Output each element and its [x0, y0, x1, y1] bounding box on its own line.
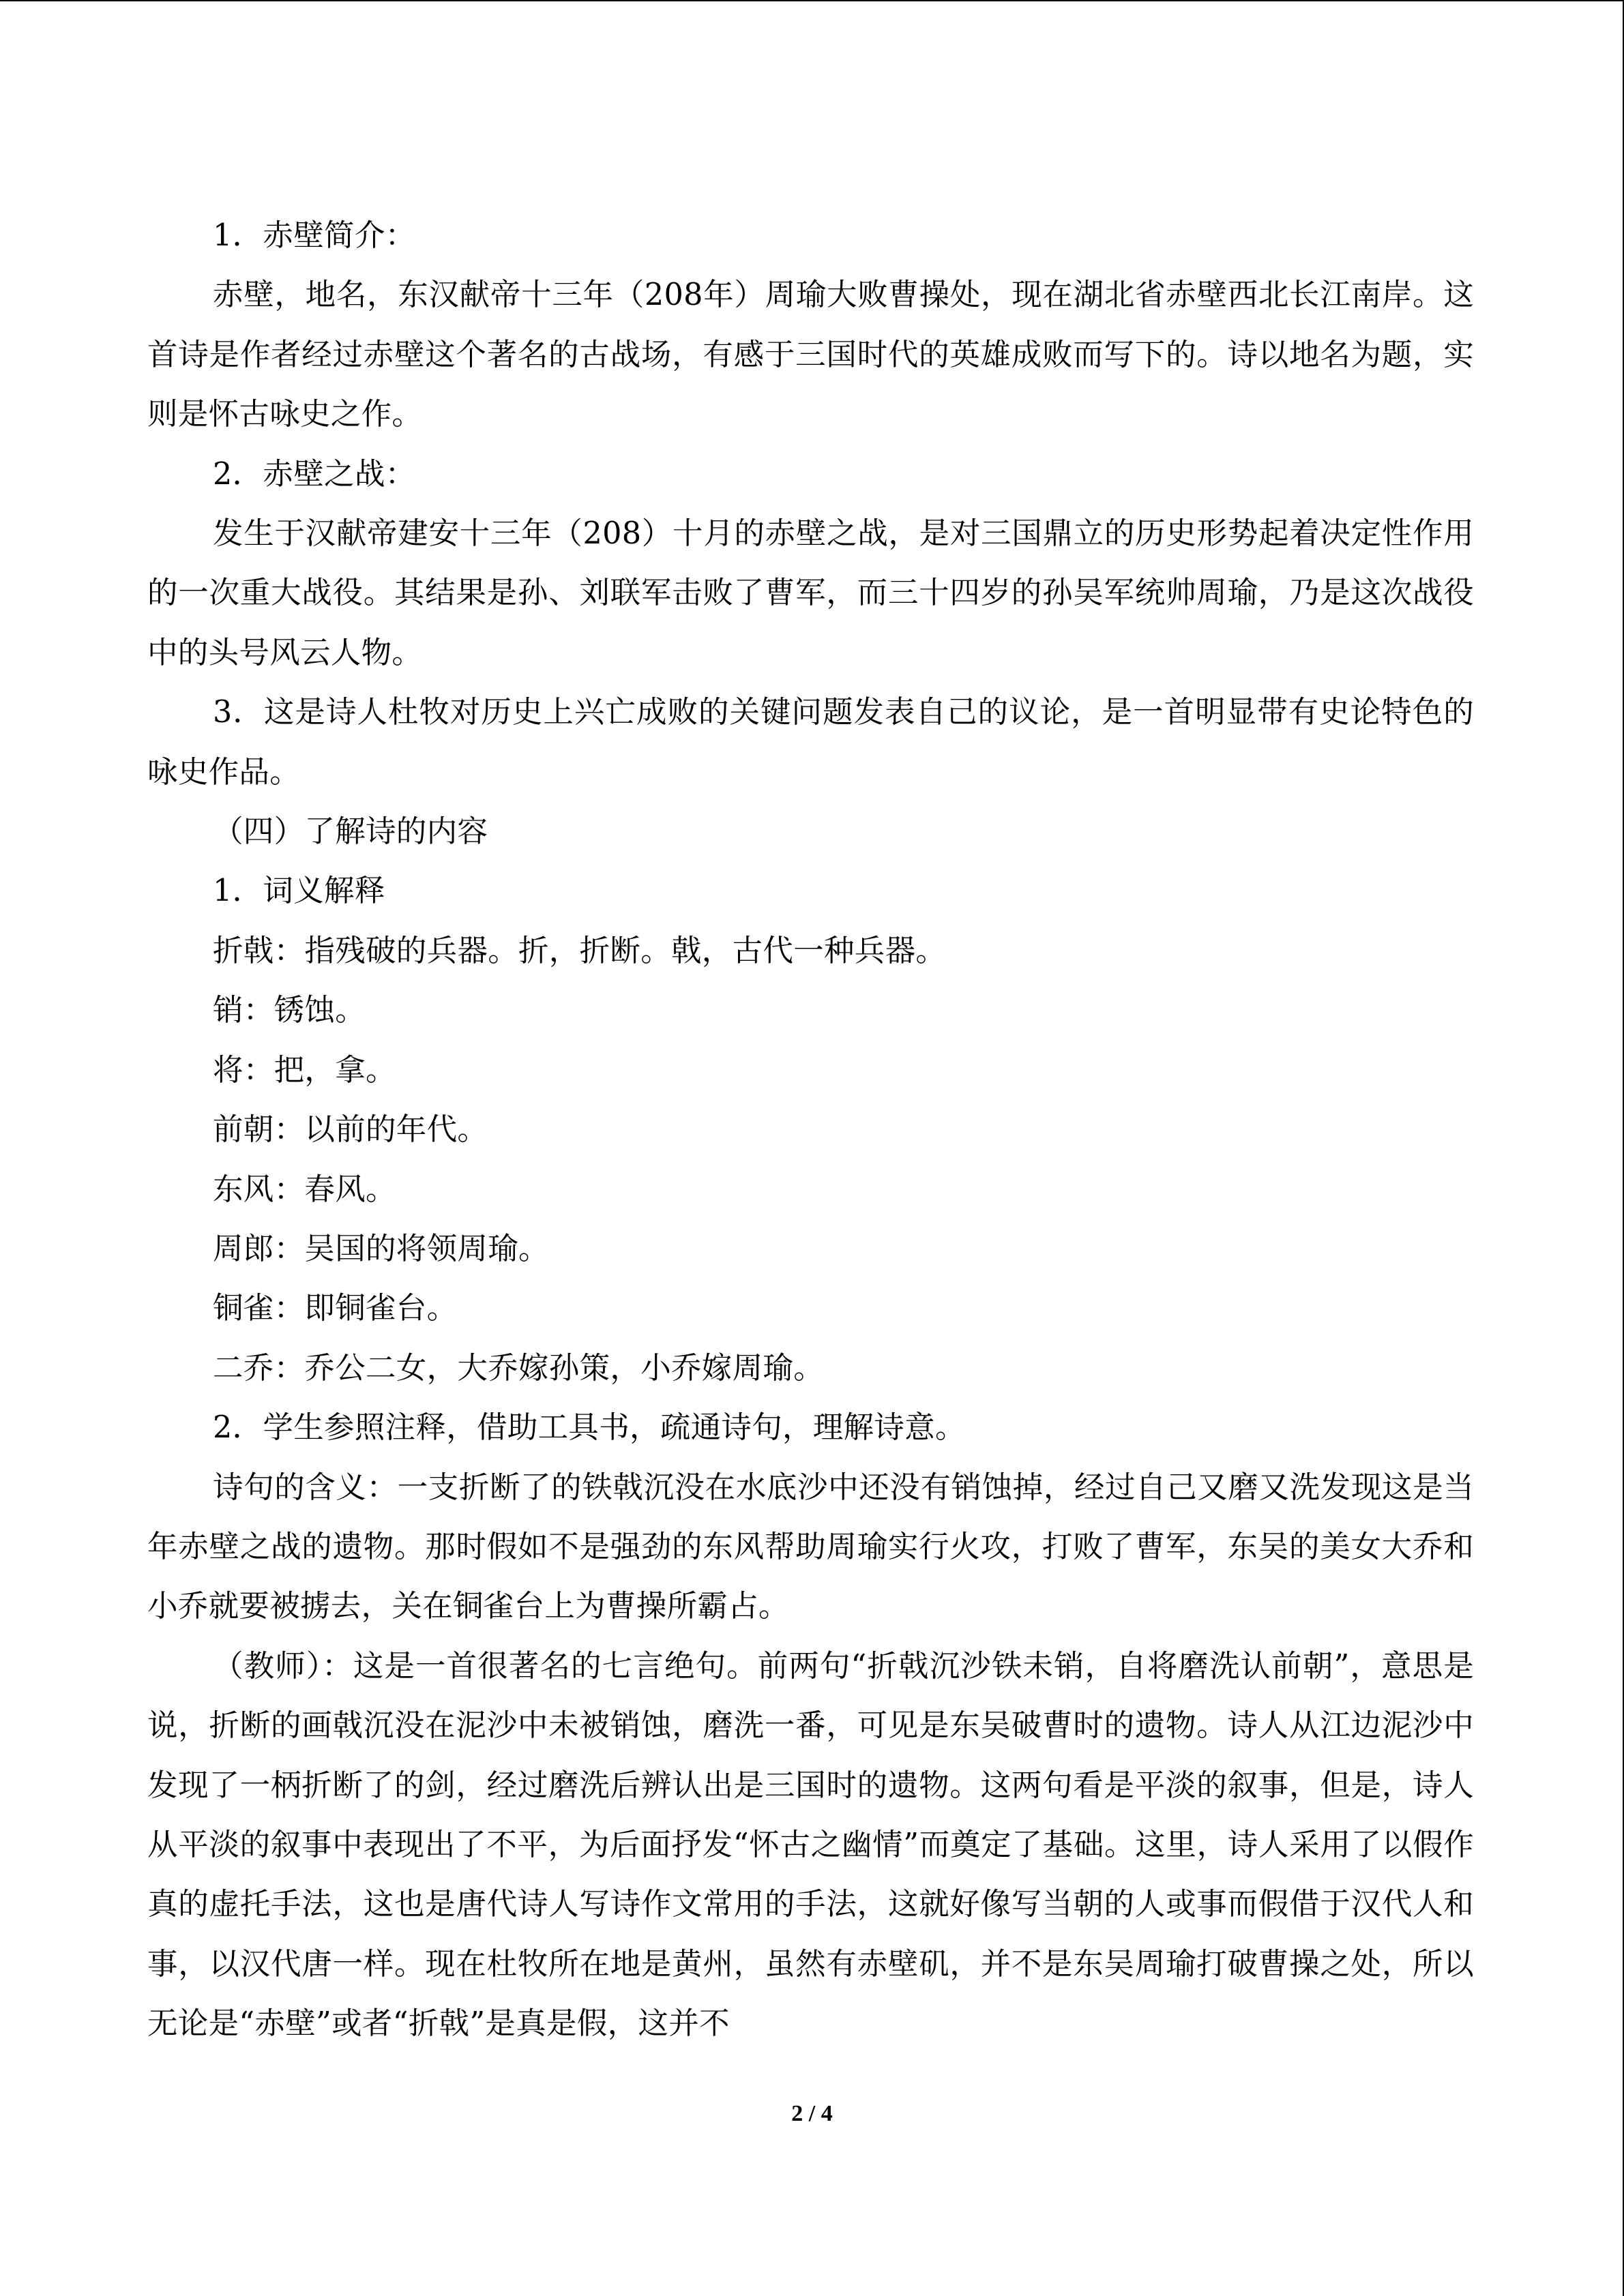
glossary-item: 前朝：以前的年代。 — [213, 1112, 488, 1148]
page-number: 2 / 4 — [791, 2101, 833, 2126]
glossary-item: 二乔：乔公二女，大乔嫁孙策，小乔嫁周瑜。 — [213, 1350, 825, 1386]
glossary-item: 周郎：吴国的将领周瑜。 — [213, 1231, 549, 1266]
glossary-item: 折戟：指残破的兵器。折，折断。戟，古代一种兵器。 — [213, 933, 947, 968]
paragraph-poem-nature: 3．这是诗人杜牧对历史上兴亡成败的关键问题发表自己的议论，是一首明显带有史论特色的咏史作品。 — [147, 695, 1474, 790]
glossary-item: 东风：春风。 — [213, 1172, 396, 1207]
paragraph-glossary-heading: 1．词义解释 — [213, 874, 385, 909]
paragraph-chibi-intro: 赤壁，地名，东汉献帝十三年（208年）周瑜大败曹操处，现在湖北省赤壁西北长江南岸。这首诗是作者经过赤壁这个著名的古战场，有感于三国时代的英雄成败而写下的。诗以地名为题，实则是怀古咏史之作。 — [147, 278, 1474, 432]
document-body — [147, 206, 1474, 2054]
section-heading: （四）了解诗的内容 — [213, 814, 488, 850]
paragraph-battle: 发生于汉献帝建安十三年（208）十月的赤壁之战，是对三国鼎立的历史形势起着决定性作用的一次重大战役。其结果是孙、刘联军击败了曹军，而三十四岁的孙吴军统帅周瑜，乃是这次战役中的头号风云人物。 — [147, 516, 1474, 670]
paragraph-chibi-intro-heading: 1．赤壁简介： — [213, 218, 416, 253]
paragraph-teacher-commentary: （教师）：这是一首很著名的七言绝句。前两句“折戟沉沙铁未销，自将磨洗认前朝”，意思是说，折断的画戟沉没在泥沙中未被销蚀，磨洗一番，可见是东吴破曹时的遗物。诗人从江边泥沙中发现了一柄折断了的剑，经过磨洗后辨认出是三国时的遗物。这两句看是平淡的叙事，但是，诗人从平淡的叙事中表现出了不平，为后面抒发“怀古之幽情”而奠定了基础。这里，诗人采用了以假作真的虚托手法，这也是唐代诗人写诗作文常用的手法，这就好像写当朝的人或事而假借于汉代人和事，以汉代唐一样。现在杜牧所在地是黄州，虽然有赤壁矶，并不是东吴周瑜打破曹操之处，所以无论是“赤壁”或者“折戟”是真是假，这并不 — [147, 1648, 1474, 2042]
paragraph-study-instruction: 2．学生参照注释，借助工具书，疏通诗句，理解诗意。 — [213, 1410, 966, 1446]
glossary-item: 销：锈蚀。 — [213, 993, 366, 1028]
paragraph-poem-meaning: 诗句的含义：一支折断了的铁戟沉没在水底沙中还没有销蚀掉，经过自己又磨又洗发现这是当年赤壁之战的遗物。那时假如不是强劲的东风帮助周瑜实行火攻，打败了曹军，东吴的美女大乔和小乔就要被掳去，关在铜雀台上为曹操所霸占。 — [147, 1470, 1474, 1624]
paragraph-battle-heading: 2．赤壁之战： — [213, 456, 416, 492]
glossary-item: 铜雀：即铜雀台。 — [213, 1291, 458, 1326]
glossary-item: 将：把，拿。 — [213, 1052, 396, 1088]
